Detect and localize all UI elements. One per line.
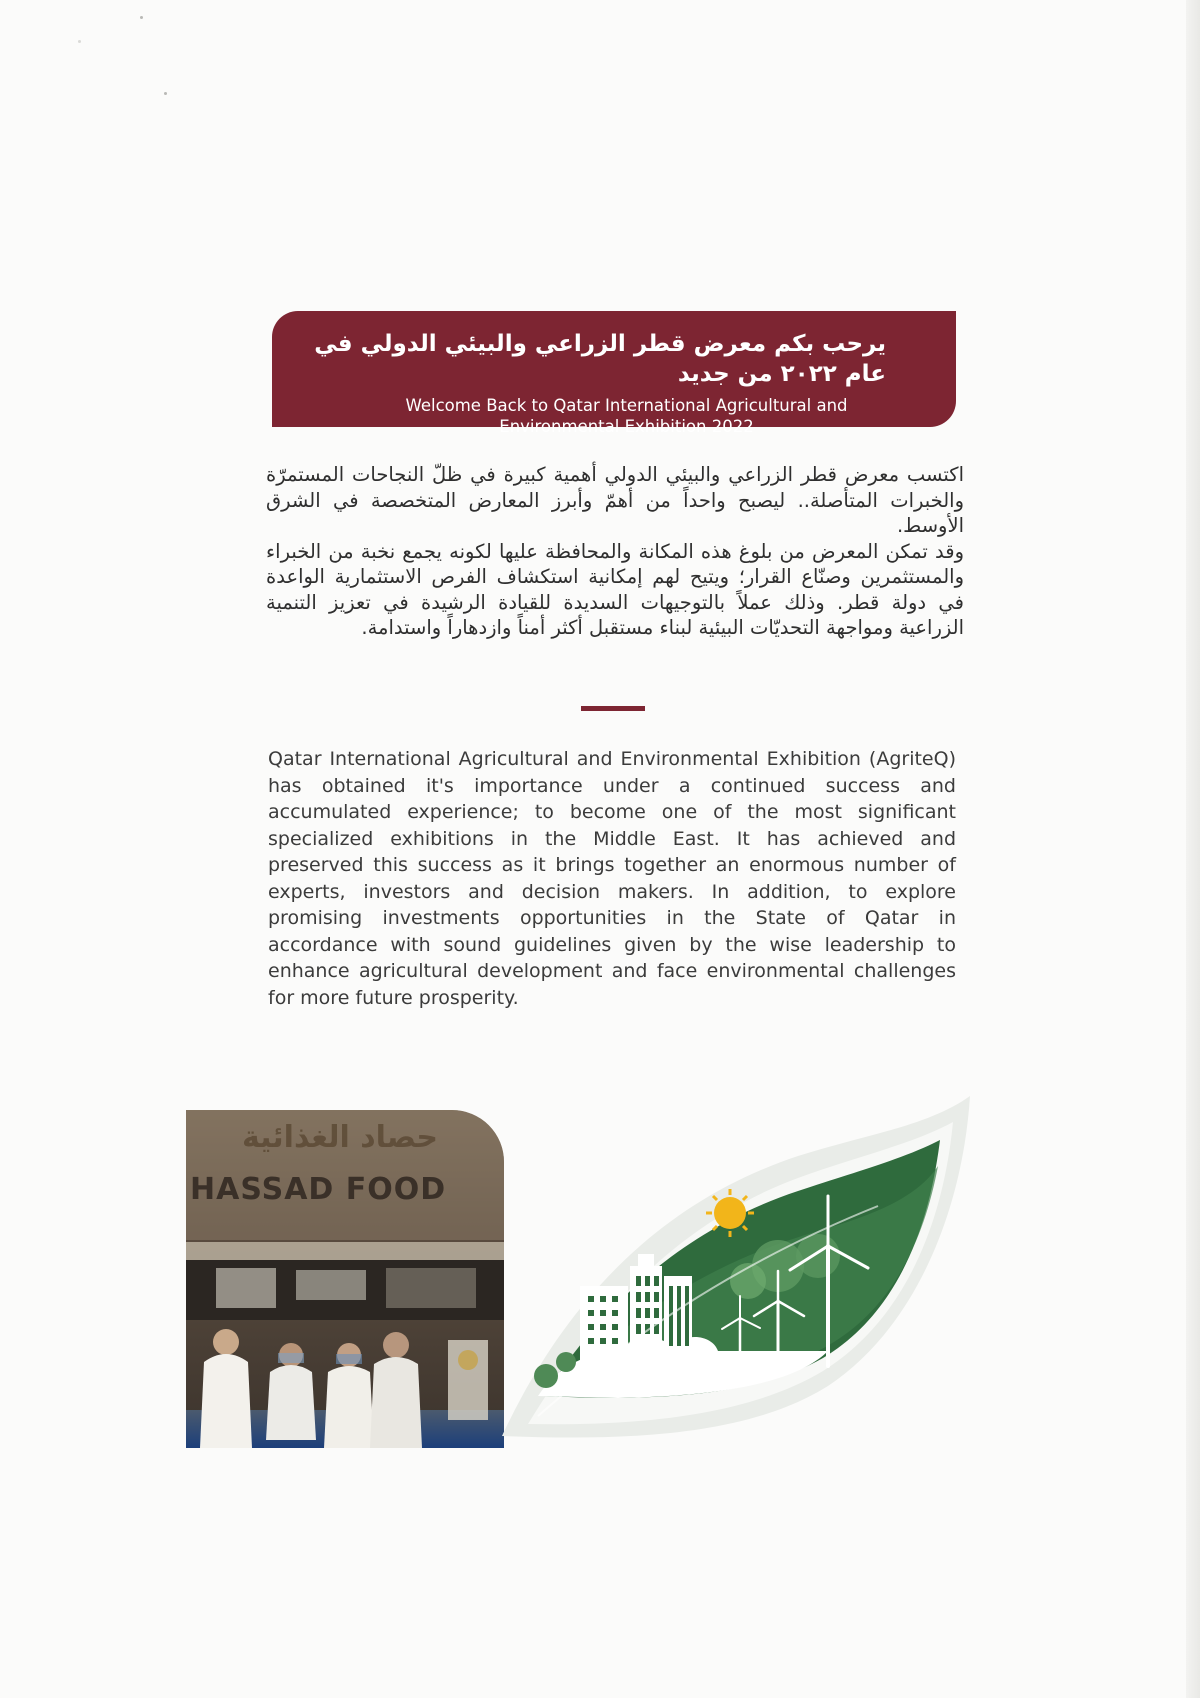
green-city-leaf-illustration xyxy=(498,1096,972,1440)
booth-sign-english: HASSAD FOOD xyxy=(190,1172,447,1207)
arabic-paragraph-1: اكتسب معرض قطر الزراعي والبيئي الدولي أهمية كبيرة في ظلّ النجاحات المستمرّة والخبرات المتأصلة.. ليصبح واحداً من أهمّ وأبرز المعارض المتخصصة في الشرق الأوسط. xyxy=(266,463,964,537)
english-body-text: Qatar International Agricultural and Environmental Exhibition (AgriteQ) has obtained it's importance under a continued success and accumulated experience; to become one of the most significant specialized exhibitions in the Middle East. It has achieved and preserved this success as it brings together an enormous number of experts, investors and decision makers. In addition, to explore promising investments opportunities in the State of Qatar in accordance with sound guidelines given by the wise leadership to enhance agricultural development and face environmental challenges for more future prosperity. xyxy=(268,748,956,1009)
scan-speck xyxy=(140,16,143,19)
sun-icon xyxy=(714,1197,746,1229)
section-divider xyxy=(581,706,645,711)
booth-sign-arabic: حصاد الغذائية xyxy=(241,1120,439,1155)
exhibition-booth-photo xyxy=(186,1110,504,1448)
arabic-paragraph-2: وقد تمكن المعرض من بلوغ هذه المكانة والمحافظة عليها لكونه يجمع نخبة من الخبراء والمستثمرين وصنّاع القرار؛ ويتيح لهم إمكانية استكشاف الفرص الاستثمارية الواعدة في دولة قطر. وذلك عملاً بالتوجيهات السديدة للقيادة الرشيدة في تعزيز التنمية الزراعية ومواجهة التحديّات البيئية لبناء مستقبل أكثر أمناً وازدهاراً واستدامة. xyxy=(266,539,964,639)
banner-title-arabic: يرحب بكم معرض قطر الزراعي والبيئي الدولي في عام ٢٠٢٢ من جديد xyxy=(314,331,886,387)
title-banner xyxy=(272,311,956,436)
page-edge-shadow xyxy=(1186,0,1200,1698)
booth-photo-illustration xyxy=(186,1110,504,1448)
scan-speck xyxy=(78,40,81,43)
arabic-body-text xyxy=(266,462,964,641)
scan-speck xyxy=(164,92,167,95)
banner-title-english: Welcome Back to Qatar International Agricultural and Environmental Exhibition 2022 xyxy=(405,396,848,436)
